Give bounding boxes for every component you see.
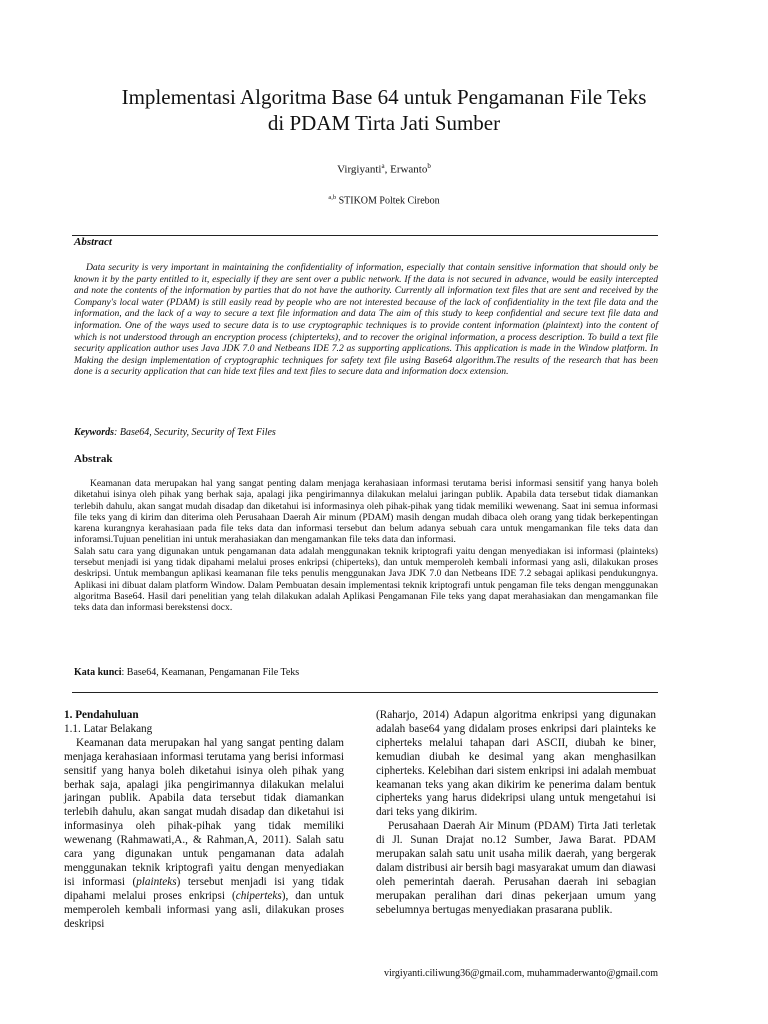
kata-kunci-label: Kata kunci: [74, 667, 122, 678]
abstrak-paragraph-1: Keamanan data merupakan hal yang sangat penting dalam menjaga kerahasiaan informasi terutama berisi informasi sensitif yang hanya boleh diketahui isinya oleh pihak yang berhak saja, apalagi jika pengirimannya dilakukan melalui jaringan publik. Apabila data tersebut tidak diamankan terlebih dahulu, akan sangat mudah disadap dan diketahui isi informasinya oleh pihak-pihak yang tidak memiliki wewenang. Saat ini semua informasi file teks yang di kirim dan diterima oleh Perusahaan Daerah Air minum (PDAM) masih dengan mudah dibaca oleh orang yang tidak berkepentingan karena kurangnya kerahasiaan pada file teks data dan informasi tersebut dan belum adanya sebuah cara untuk mengamankan file teks data dan inforamsi.Tujuan penelitian ini untuk merahasiakan dan mengamankan file teks data dan informasi.: [74, 478, 658, 546]
abstrak-heading: Abstrak: [74, 453, 113, 465]
affiliation: [0, 194, 768, 206]
section-heading: 1. Pendahuluan: [64, 709, 139, 721]
footer-emails: virgiyanti.ciliwung36@gmail.com, muhammaderwanto@gmail.com: [383, 968, 658, 979]
intro-text-b: ) tersebut menjadi isi yang tidak dipahami melalui proses enkripsi (: [64, 875, 344, 902]
kata-kunci: [74, 667, 658, 678]
intro-paragraph: [64, 737, 344, 932]
keywords: [74, 427, 658, 438]
right-column: [376, 709, 656, 918]
intro-term-plainteks: plainteks: [136, 875, 177, 888]
title-line-2: di PDAM Tirta Jati Sumber: [267, 111, 501, 135]
affiliation-mark: a,b: [328, 194, 337, 201]
keywords-list: : Base64, Security, Security of Text Files: [114, 427, 276, 438]
kata-kunci-list: : Base64, Keamanan, Pengamanan File Teks: [121, 667, 300, 678]
author-1: Virgiyanti: [337, 163, 382, 176]
abstrak-bottom-rule: [72, 692, 658, 693]
abstrak-paragraph-2: Salah satu cara yang digunakan untuk pengamanan data adalah menggunakan teknik kriptografi yaitu dengan menyediakan isi informasi (plainteks) tersebut menjadi isi yang tidak dipahami melalui proses enkripsi (chiperteks), dan untuk memperoleh kembali informasi yang asli, dilakukan proses deskripsi. Untuk membangun aplikasi keamanan file teks penulis menggunakan Java JDK 7.0 dan Netbeans IDE 7.2 sebagai aplikasi pendukungnya. Aplikasi ini dibuat dalam platform Window. Dalam Pembuatan desain implementasi teknik kriptografi untuk pengaman file teks dengan menggunakan algoritma Base64. Hasil dari penelitian yang telah dilakukan adalah Aplikasi Pengamanan File teks yang dapat merahasiakan dan mengamankan file teks data dan informasi berekstensi docx.: [74, 545, 658, 614]
intro-term-chiperteks: chiperteks: [235, 889, 282, 902]
author-2: , Erwanto: [384, 163, 428, 176]
authors: [0, 162, 768, 176]
abstract-heading: Abstract: [74, 236, 112, 248]
left-column: [64, 709, 344, 932]
title-line-1: Implementasi Algoritma Base 64 untuk Pengamanan File Teks: [121, 85, 647, 109]
affiliation-name: STIKOM Poltek Cirebon: [336, 195, 440, 207]
subsection-heading: 1.1. Latar Belakang: [64, 722, 153, 735]
paper-title: [50, 84, 718, 136]
abstrak-text: [74, 478, 658, 614]
author-2-affil-mark: b: [427, 162, 431, 170]
keywords-label: Keywords: [74, 427, 114, 438]
author-1-affil-mark: a: [381, 162, 385, 170]
intro-text-c: ), dan untuk memperoleh kembali informasi yang asli, dilakukan proses deskripsi: [64, 889, 344, 930]
right-paragraph-1: (Raharjo, 2014) Adapun algoritma enkripsi yang digunakan adalah base64 yang didalam proses enkripsi dari plainteks ke cipherteks melalui tahapan dari ASCII, diubah ke biner, kemudian diubah ke desimal yang akan menghasilkan cipherteks. Kelebihan dari sistem enkripsi ini adalah membuat keamanan teks yang akan dikirim ke penerima dalam bentuk cipherteks yang harus didekripsi ulang untuk mengetahui isi dari teks yang dikirim.: [376, 709, 656, 819]
intro-text-a: Keamanan data merupakan hal yang sangat penting dalam menjaga kerahasiaan informasi terutama yang berisi informasi sensitif yang hanya boleh diketahui isinya oleh pihak yang berhak saja, apalagi jika pengirimannya dilakukan melalui jaringan publik. Apabila data tersebut tidak diamankan terlebih dahulu, akan sangat mudah disadap dan diketahui isi informasinya oleh pihak-pihak yang tidak memiliki wewenang (Rahmawati,A., & Rahman,A, 2011). Salah satu cara yang digunakan untuk pengamanan data adalah menggunakan teknik kriptografi yaitu dengan menyediakan isi informasi (: [64, 736, 344, 888]
abstract-text: Data security is very important in maintaining the confidentiality of information, especially that contain sensitive information that should only be known it by the party entitled to it, especially if they are sent over a public network. If the data is not secured in advance, would be easily intercepted and note the contents of the information by parties that do not have the authority. Currently all information text files that are sent and received by the Company's local water (PDAM) is still easily read by people who are not interested because of the lack of confidentiality in the text file data and the information, and the lack of a way to secure a text file information and data The aim of this study to keep confidential and secure text file data and information. One of the ways used to secure data is to use cryptographic techniques is to provide content information (plaintext) into the content of which is not understood through an encryption process (chipterteks), and to recover the original information, a process description. To build a text file security application author uses Java JDK 7.0 and Netbeans IDE 7.2 as supporting applications. This application is made in the Window platform. In Making the design implementation of cryptographic techniques for safety text file using Base64 algorithm.The results of the research that has been done is a security application that can hide text files and text files to secure data and information docx extension.: [74, 262, 658, 378]
abstract-top-rule: [72, 235, 658, 236]
right-paragraph-2: Perusahaan Daerah Air Minum (PDAM) Tirta Jati terletak di Jl. Sunan Drajat no.12 Sumber, Jawa Barat. PDAM merupakan salah satu unit usaha milik daerah, yang bergerak dalam distribusi air bersih bagi masyarakat umum dan diawasi oleh pemerintah daerah. Perusahan daerah ini sebagian merupakan peralihan dari dinas pekerjaan umum yang sebelumnya bertugas menyediakan prasarana publik.: [376, 820, 656, 916]
